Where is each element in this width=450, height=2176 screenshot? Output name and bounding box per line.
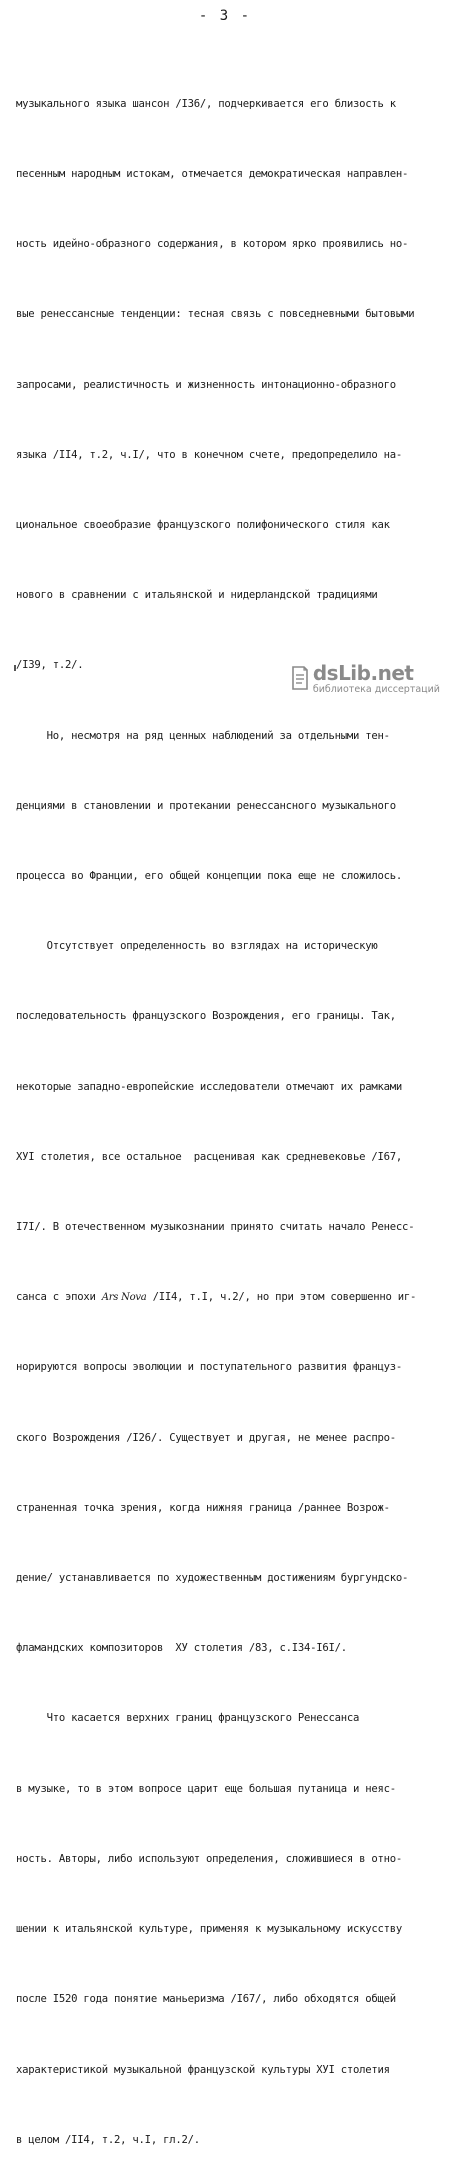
text-line: песенным народным истокам, отмечается демократическая направлен- — [16, 168, 409, 181]
text-line: запросами, реалистичность и жизненность интонационно-образного — [16, 378, 396, 391]
text-line: шении к итальянской культуре, применяя к музыкальному искусству — [16, 1923, 403, 1936]
text-line: страненная точка зрения, когда нижняя граница /раннее Возрож- — [16, 1501, 390, 1514]
text-line: Но, несмотря на ряд ценных наблюдений за отдельными тен- — [16, 729, 390, 742]
text-line: нового в сравнении с итальянской и нидерландской традициями — [16, 589, 378, 602]
text-segment: /II4, т.I, ч.2/, но при этом совершенно иг- — [146, 1291, 417, 1304]
scan-mark — [14, 665, 16, 671]
text-line: некоторые западно-европейские исследователи отмечают их рамками — [16, 1080, 403, 1093]
text-line: процесса во Франции, его общей концепции пока еще не сложилось. — [16, 870, 403, 883]
text-line: норируются вопросы эволюции и поступательного развития француз- — [16, 1361, 403, 1374]
text-line: циональное своеобразие французского полифонического стиля как — [16, 519, 390, 532]
watermark-text — [312, 660, 440, 695]
text-line: после I520 года понятие маньеризма /I67/, либо обходятся общей — [16, 1993, 396, 2006]
text-line: /I39, т.2/. — [16, 659, 84, 672]
text-line: ность. Авторы, либо используют определения, сложившиеся в отно- — [16, 1852, 403, 1865]
handwritten-latin-term: Ars Nova — [101, 1292, 147, 1304]
text-line: ность идейно-образного содержания, в котором ярко проявились но- — [16, 238, 409, 251]
text-line: денциями в становлении и протекании ренессансного музыкального — [16, 799, 396, 812]
watermark-brand: dsLib.net — [312, 660, 414, 685]
shield-document-icon — [291, 665, 309, 691]
text-line: последовательность французского Возрождения, его границы. Так, — [16, 1010, 396, 1023]
text-segment: санса с эпохи — [16, 1291, 102, 1304]
text-line: Что касается верхних границ французского Ренессанса — [16, 1712, 360, 1725]
dslib-watermark[interactable] — [291, 660, 440, 695]
text-line: в целом /II4, т.2, ч.I, гл.2/. — [16, 2133, 200, 2146]
text-line: дение/ устанавливается по художественным достижениям бургундско- — [16, 1572, 409, 1585]
text-line: языка /II4, т.2, ч.I/, что в конечном счете, предопределило на- — [16, 448, 403, 461]
text-line-ars-nova — [16, 1286, 436, 1309]
text-line: характеристикой музыкальной французской культуры ХУI столетия — [16, 2063, 390, 2076]
text-line: I7I/. В отечественном музыкознании принято считать начало Ренесс- — [16, 1221, 415, 1234]
text-line: в музыке, то в этом вопросе царит еще большая путаница и неяс- — [16, 1782, 396, 1795]
text-line: музыкального языка шансон /I36/, подчеркивается его близость к — [16, 97, 396, 110]
text-line: фламандских композиторов ХУ столетия /83, с.I34-I6I/. — [16, 1642, 347, 1655]
document-body — [16, 46, 436, 2176]
text-line: вые ренессансные тенденции: тесная связь с повседневными бытовыми — [16, 308, 415, 321]
text-line: ХУI столетия, все остальное расценивая как средневековье /I67, — [16, 1150, 403, 1163]
text-line: Отсутствует определенность во взглядах на историческую — [16, 940, 378, 953]
text-line: ского Возрождения /I26/. Существует и другая, не менее распро- — [16, 1431, 396, 1444]
page-number: - 3 - — [198, 8, 252, 24]
watermark-subtitle: библиотека диссертаций — [312, 683, 440, 695]
